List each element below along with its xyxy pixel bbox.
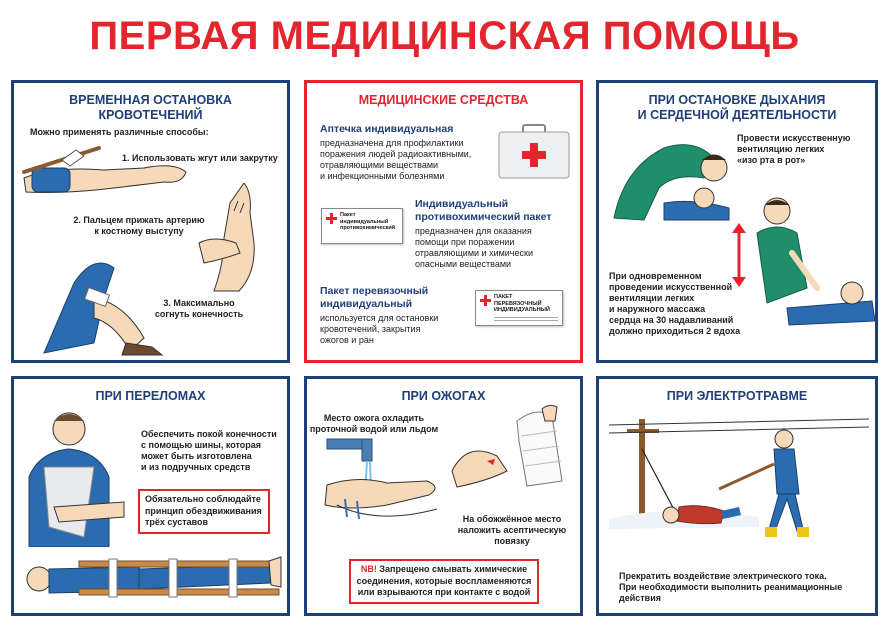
burn-dressing-illustration [447,401,577,491]
antichem-desc: отравляющими и химически [415,248,533,258]
kit-desc: и инфекционными болезнями [320,171,445,181]
three-joints-warning-box [138,489,270,534]
warning-text: принцип обездвиживания [145,505,262,516]
bandage-desc: кровотечений, закрытия [320,324,421,334]
panel-title: ПРИ ОЖОГАХ [401,389,486,403]
panel-fractures [11,376,290,616]
bandage-title: индивидуальный [320,298,413,310]
poster-title: ПЕРВАЯ МЕДИЦИНСКАЯ ПОМОЩЬ [89,14,800,58]
nb-text: или взрываются при контакте с водой [357,587,531,597]
cooling-text: проточной водой или льдом [309,424,439,434]
antichem-pack-card [321,208,403,244]
cooling-text: Место ожога охладить [323,413,425,423]
combo-text: сердца на 30 надавливаний [609,315,734,325]
panel-cpr [596,80,878,363]
card-label: противохимический [340,225,396,231]
leg-splint-illustration [19,547,284,607]
step-2-text: к костному выступу [94,226,184,236]
tap-water-illustration [317,435,447,525]
ventilation-text: Провести искусственную [737,133,851,143]
ventilation-text: вентиляцию легких [737,144,825,154]
fracture-text: и из подручных средств [141,462,251,472]
panel-title: КРОВОТЕЧЕНИЙ [98,108,203,122]
card-label: Пакет [340,212,356,218]
step-2-text: 2. Пальцем прижать артерию [73,215,205,225]
mouth-to-mouth-illustration [604,128,734,223]
warning-text: Обязательно соблюдайте [145,494,261,504]
fracture-text: Обеспечить покой конечности [141,429,277,439]
electro-text: Прекратить воздействие электрического тока. [619,571,827,581]
bandage-title: Пакет перевязочный [320,285,429,297]
ventilation-text: «изо рта в рот» [737,155,806,165]
panel-title: МЕДИЦИНСКИЕ СРЕДСТВА [358,93,529,107]
nb-warning-box [349,559,539,604]
first-aid-kit-icon [497,123,572,181]
bandage-pack-card [475,290,563,326]
step-3-text: 3. Максимально [163,298,235,308]
dressing-text: повязку [494,536,530,546]
nb-text: Запрещено смывать химические [376,564,528,574]
step-3-text: согнуть конечность [154,309,244,319]
kit-desc: предназначена для профилактики [320,138,464,148]
nb-text: соединения, которые воспламеняются [356,575,532,586]
card-label: ПАКЕТ ПЕРЕВЯЗОЧНЫЙ [494,294,542,307]
bandage-desc: используется для остановки [320,313,439,323]
panel-title: ПРИ ОСТАНОВКЕ ДЫХАНИЯ [648,93,826,107]
dressing-text: На обожжённое место [462,514,562,524]
panel-title: ПРИ ЭЛЕКТРОТРАВМЕ [666,389,808,403]
compression-arrow-icon [729,223,749,287]
kit-title: Аптечка индивидуальная [320,123,454,135]
card-label: ИНДИВИДУАЛЬНЫЙ [494,307,550,313]
tourniquet-arm-illustration [14,138,194,198]
arm-sling-illustration [24,407,144,547]
bandage-desc: ожогов и ран [320,335,374,345]
artery-press-illustration [194,183,289,293]
antichem-desc: опасными веществами [415,259,512,269]
warning-text: трёх суставов [145,517,209,527]
nb-label: NB! [360,564,377,574]
combo-text: При одновременном [609,271,702,281]
combo-text: вентиляции легких [609,293,695,303]
chest-compression-illustration [747,193,877,333]
antichem-desc: предназначен для оказания [415,226,532,236]
electro-text: действия [619,593,661,603]
card-label: индивидуальный [340,218,389,225]
panel-title: ПРИ ПЕРЕЛОМАХ [95,389,206,403]
electrical-rescue-illustration [609,409,869,559]
panel-title: И СЕРДЕЧНОЙ ДЕЯТЕЛЬНОСТИ [637,108,837,122]
combo-text: должно приходиться 2 вдоха [609,326,741,336]
fracture-text: с помощью шины, которая [141,440,262,450]
electro-text: При необходимости выполнить реанимационные [619,582,843,592]
panel-burns [304,376,583,616]
dressing-text: наложить асептическую [457,525,567,535]
combo-text: проведении искусственной [609,282,733,292]
panel-electrotrauma [596,376,878,616]
antichem-desc: помощи при поражении [415,237,515,247]
antichem-title: противохимический пакет [415,211,552,223]
panel-bleeding [11,80,290,363]
panel-title: ВРЕМЕННАЯ ОСТАНОВКА [69,93,232,107]
bent-leg-illustration [34,243,164,358]
combo-text: и наружного массажа [609,304,706,314]
intro-text: Можно применять различные способы: [30,127,209,137]
panel-medical-supplies [304,80,583,363]
kit-desc: поражения людей радиоактивными, [320,149,472,159]
antichem-title: Индивидуальный [415,198,509,210]
fracture-text: может быть изготовлена [141,451,252,461]
kit-desc: отравляющими веществами [320,160,439,170]
step-1-text: 1. Использовать жгут или закрутку [122,153,278,163]
